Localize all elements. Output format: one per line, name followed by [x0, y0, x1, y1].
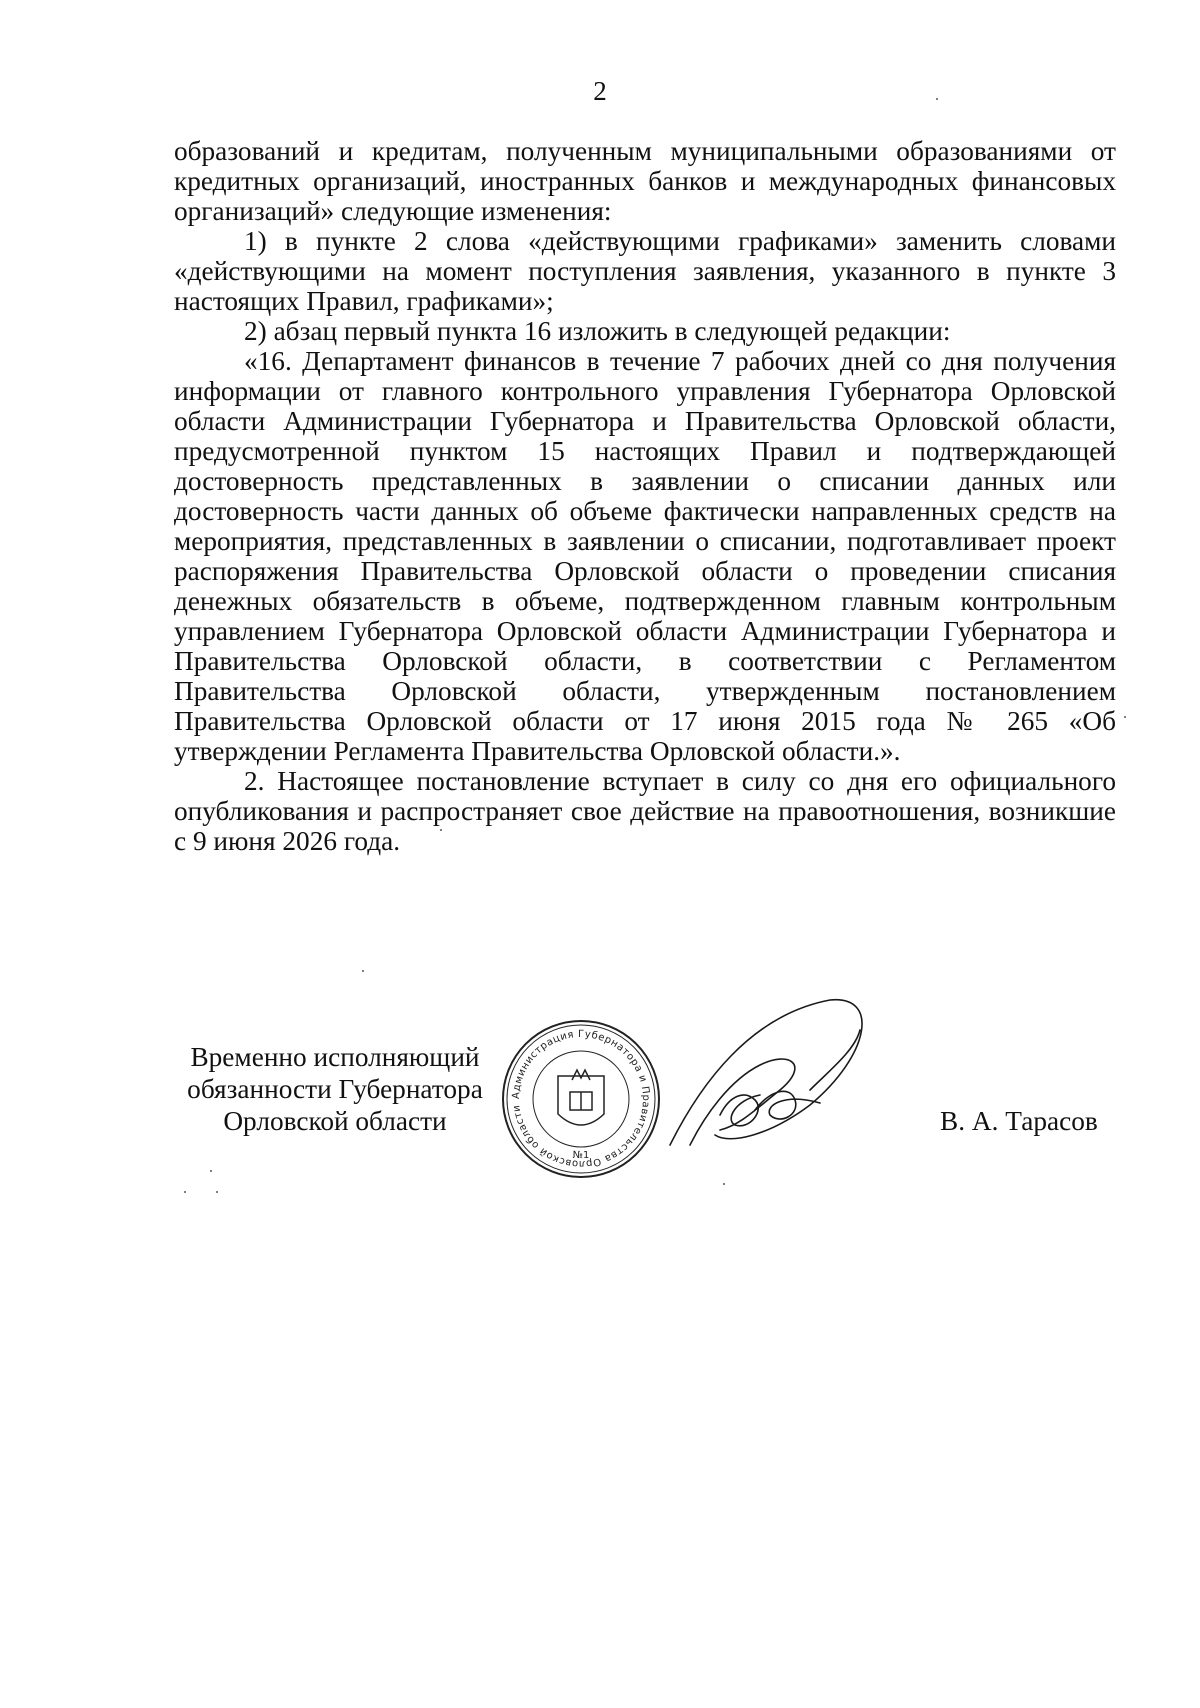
scan-speck — [440, 829, 442, 831]
signer-name: В. А. Тарасов — [940, 1106, 1098, 1136]
page-number: 2 — [593, 76, 607, 106]
paragraph-continuation: образований и кредитам, полученным муниципальными образованиями от кредитных организаций, иностранных банков и международных финансовых организаций» следующие изменения: — [174, 136, 1116, 226]
paragraph-item-1: 1) в пункте 2 слова «действующими графиками» заменить словами «действующими на момент поступления заявления, указанного в пункте 3 настоящих Правил, графиками»; — [174, 226, 1116, 316]
coat-of-arms-icon — [558, 1070, 604, 1125]
signer-title-line: Орловской области — [223, 1106, 447, 1136]
scan-speck — [362, 970, 364, 972]
paragraph-item-16: «16. Департамент финансов в течение 7 рабочих дней со дня получения информации от главного контрольного управления Губернатора Орловской области Администрации Губернатора и Правительства Орловской области, предусмотренной пунктом 15 настоящих Правил и подтверждающей достоверность представленных в заявлении о списании данных или достоверность части данных об объеме фактически направленных средств на мероприятия, представленных в заявлении о списании, подготавливает проект распоряжения Правительства Орловской области о проведении списания денежных обязательств в объеме, подтвержденном главным контрольным управлением Губернатора Орловской области Администрации Губернатора и Правительства Орловской области, в соответствии с Регламентом Правительства Орловской области, утвержденным постановлением Правительства Орловской области от 17 июня 2015 года № 265 «Об утверждении Регламента Правительства Орловской области.». — [174, 346, 1116, 766]
seal-number: №1 — [572, 1150, 590, 1161]
scan-speck — [210, 1170, 212, 1172]
paragraph-section-2: 2. Настоящее постановление вступает в силу со дня его официального опубликования и распространяет свое действие на правоотношения, возникшие с 9 июня 2026 года. — [174, 766, 1116, 856]
scan-speck — [1124, 716, 1126, 718]
document-body — [174, 136, 1116, 856]
scan-speck — [936, 98, 938, 100]
handwritten-signature — [660, 995, 890, 1175]
seal-text: Администрация Губернатора и Правительства Орловской области — [510, 1028, 652, 1170]
scan-speck — [216, 1191, 218, 1193]
scan-speck — [184, 1191, 186, 1193]
signer-title-line: обязанности Губернатора — [187, 1074, 483, 1104]
scan-speck — [723, 1183, 725, 1185]
paragraph-item-2: 2) абзац первый пункта 16 изложить в следующей редакции: — [244, 316, 951, 346]
official-seal — [500, 1018, 662, 1180]
signer-title-block — [160, 1041, 510, 1137]
signer-title-line: Временно исполняющий — [190, 1042, 480, 1072]
